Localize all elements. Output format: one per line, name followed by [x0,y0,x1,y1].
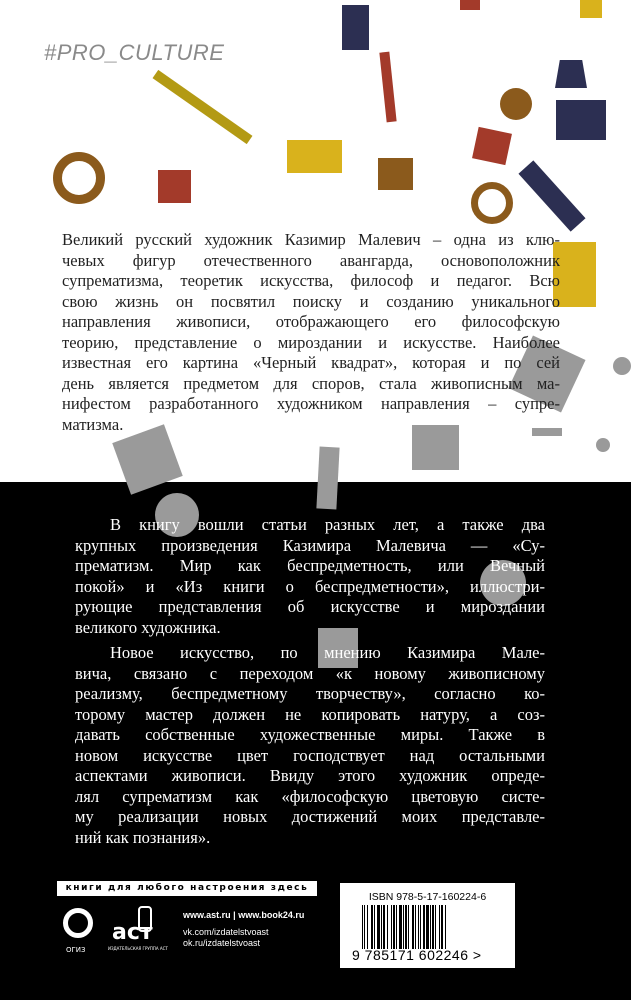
ast-logo-figure [138,906,152,932]
isbn-number: ISBN 978-5-17-160224-6 [368,891,487,903]
red-square-shape [472,127,512,165]
red-bar-shape [379,52,396,123]
publisher-links [183,910,304,949]
red-square-shape [158,170,191,203]
text-line: вича, связано с переходом «к новому живописному [75,663,545,683]
text-line: давать собственные художественные миры. Также в [75,725,545,744]
yellow-bar-shape [153,70,253,144]
vk-link[interactable]: vk.com/izdatelstvoast [183,927,269,937]
navy-trapezoid-shape [555,60,587,88]
text-line: нифестом разработанного художником направления – супре- [62,394,560,413]
red-rect-shape [460,0,480,10]
text-line: направления живописи, отображающего его философскую [62,312,560,331]
barcode-stripe [445,905,446,949]
gray-bar-shape [316,447,339,510]
text-line: новом искусстве цвет господствует над остальными [75,745,545,765]
text-line: В книгу вошли статьи разных лет, а также два [110,515,545,534]
text-line: ний как познания». [75,827,211,847]
text-line: крупных произведения Казимира Малевича — «Су- [75,535,545,555]
text-line: покой» и «Из книги о беспредметности», иллюстри- [75,576,545,596]
text-line: торому мастер должен не копировать натуру, а соз- [75,704,545,724]
ast-logo: аст [112,920,153,945]
slogan-banner: книги для любого настроения здесь [57,881,317,896]
text-line: лял супрематизм как «философскую цветовую систе- [75,786,545,806]
text-line: му реализации новых достижений моих представле- [75,807,545,826]
text-line: известная его картина «Черный квадрат», которая и по сей [62,353,560,372]
navy-bar-shape [518,160,585,231]
barcode-number: 9 785171 602246 > [352,947,482,963]
brown-square-shape [378,158,413,190]
text-line: реализму, беспредметному творчеству», согласно ко- [75,684,545,703]
ast-logo-caption: ИЗДАТЕЛЬСКАЯ ГРУППА АСТ [108,946,168,951]
text-line: матизма. [62,414,124,434]
isbn-barcode [340,883,515,968]
gray-circle-shape [613,357,631,375]
text-line: свою жизнь он посвятил поиску и созданию уникального [62,291,560,311]
brown-ring-shape [471,182,513,224]
ogiz-logo-text: ОГИЗ [66,946,86,954]
text-line: Великий русский художник Казимир Малевич – одна из клю- [62,230,560,249]
barcode-bars [362,905,486,949]
gray-circle-shape [596,438,610,452]
text-line: рующие представления об искусстве и мироздании [75,597,545,616]
text-line: день является предметом для споров, стала живописным ма- [62,373,560,393]
navy-square-shape [556,100,606,140]
text-line: прематизм. Мир как беспредметность, или Вечный [75,556,545,575]
yellow-rect-shape [287,140,342,173]
description-text [75,515,545,848]
brown-circle-shape [500,88,532,120]
series-tag: #PRO_CULTURE [44,40,225,65]
navy-rect-shape [342,5,369,50]
ogiz-logo [63,908,93,938]
text-line: супрематизма, теоретик искусства, философ и педагог. Всю [62,271,560,290]
text-line: теорию, представление о мироздании и искусстве. Наиболее [62,332,560,352]
brown-ring-shape [53,152,105,204]
yellow-rect-shape [580,0,602,18]
intro-text [62,230,560,435]
text-line: Новое искусство, по мнению Казимира Мале- [110,643,545,662]
ok-link[interactable]: ok.ru/izdatelstvoast [183,938,261,948]
website-links[interactable]: www.ast.ru | www.book24.ru [183,910,305,920]
text-line: чевых фигур отечественного авангарда, основоположник [62,250,560,270]
text-line: великого художника. [75,617,221,637]
text-line: аспектами живописи. Ввиду этого художник опреде- [75,766,545,785]
